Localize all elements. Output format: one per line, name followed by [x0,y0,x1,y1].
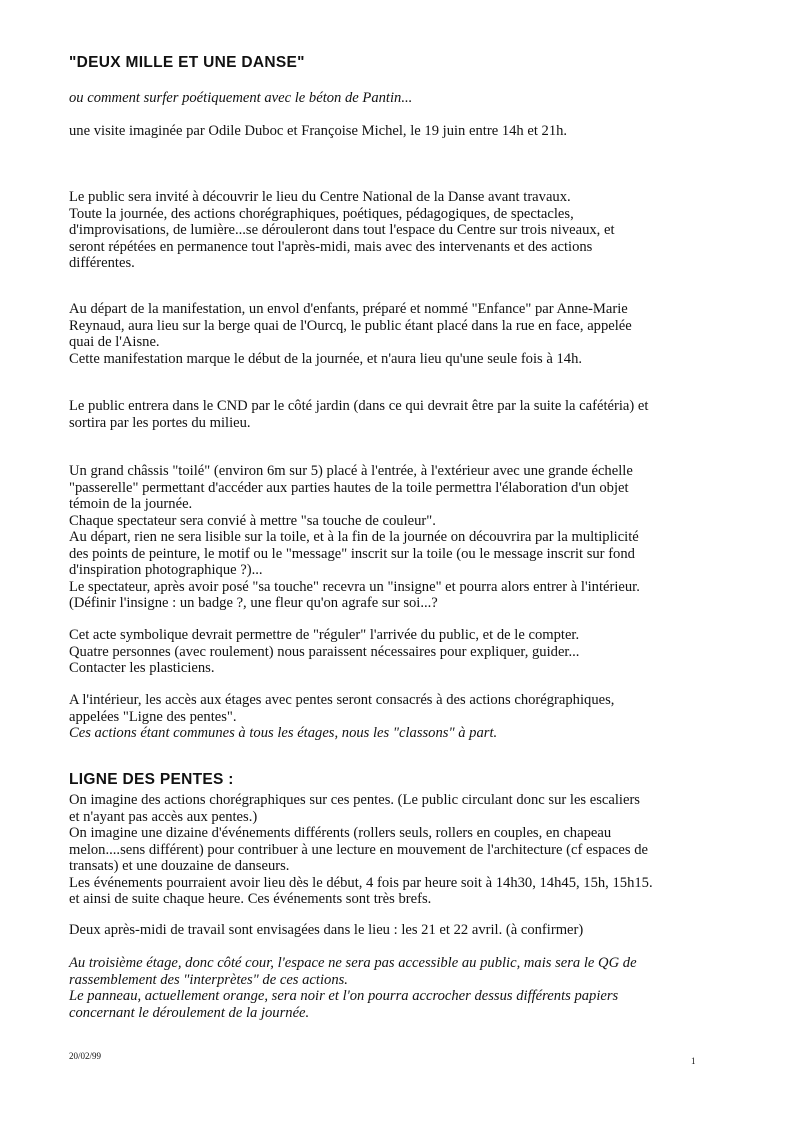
document-subtitle: ou comment surfer poétiquement avec le béton de Pantin... [69,90,413,106]
text-line: rassemblement des "interprètes" de ces actions. [69,971,348,988]
text-line: (Définir l'insigne : un badge ?, une fleur qu'on agrafe sur soi...? [69,595,438,611]
document-title: "DEUX MILLE ET UNE DANSE" [69,54,305,71]
text-line: Contacter les plasticiens. [69,660,215,676]
text-line: d'improvisations, de lumière...se dérouleront dans tout l'espace du Centre sur trois niveaux, et [69,222,615,238]
text-line: et ainsi de suite chaque heure. Ces événements sont très brefs. [69,891,432,907]
text-line: "passerelle" permettant d'accéder aux parties hautes de la toile permettra l'élaboration d'un objet [69,479,629,496]
italic-note: Ces actions étant communes à tous les étages, nous les "classons" à part. [69,725,498,741]
text-line: Quatre personnes (avec roulement) nous paraissent nécessaires pour expliquer, guider... [69,643,580,660]
text-line: d'inspiration photographique ?)... [69,562,263,578]
text-line: On imagine une dizaine d'événements différents (rollers seuls, rollers en couples, en chapeau [69,825,612,841]
text-line: sortira par les portes du milieu. [69,414,251,431]
text-line: Le public sera invité à découvrir le lieu du Centre National de la Danse avant travaux. [69,189,571,205]
paragraph-ligne-des-pentes [69,792,729,908]
text-line: Au départ de la manifestation, un envol d'enfants, préparé et nommé "Enfance" par Anne-Marie [69,301,628,317]
text-line: Un grand châssis "toilé" (environ 6m sur 5) placé à l'entrée, à l'extérieur avec une grande échelle [69,463,633,479]
paragraph-entrance [69,398,729,431]
work-sessions-line [69,922,729,939]
text-line: transats) et une douzaine de danseurs. [69,858,290,874]
text-line: appelées "Ligne des pentes". [69,708,237,725]
text-line: Le panneau, actuellement orange, sera noir et l'on pourra accrocher dessus différents papiers [69,988,619,1004]
text-line: Les événements pourraient avoir lieu dès le début, 4 fois par heure soit à 14h30, 14h45, 15h, 15h15. [69,874,653,891]
text-line: A l'intérieur, les accès aux étages avec pentes seront consacrés à des actions chorégraphiques, [69,692,615,708]
text-line: différentes. [69,255,135,271]
paragraph-symbolic-act [69,627,729,677]
footer-date: 20/02/99 [69,1051,102,1061]
text-line: On imagine des actions chorégraphiques sur ces pentes. (Le public circulant donc sur les escaliers [69,792,640,808]
text-line: concernant le déroulement de la journée. [69,1004,310,1021]
paragraph-enfance [69,301,729,367]
text-line: Chaque spectateur sera convié à mettre "sa touche de couleur". [69,512,436,529]
text-line: melon....sens différent) pour contribuer à une lecture en mouvement de l'architecture (cf espaces de [69,841,648,858]
text-line: Cette manifestation marque le début de la journée, et n'aura lieu qu'une seule fois à 14h. [69,350,583,367]
closing-italic-paragraph [69,955,729,1021]
text-line: Le spectateur, après avoir posé "sa touche" recevra un "insigne" et pourra alors entrer à l'intérieur. [69,578,640,595]
text-line: Au départ, rien ne sera lisible sur la toile, et à la fin de la journée on découvrira par la multiplicité [69,529,639,545]
text-line: quai de l'Aisne. [69,334,160,350]
paragraph-interior [69,692,729,742]
intro-line: une visite imaginée par Odile Duboc et Françoise Michel, le 19 juin entre 14h et 21h. [69,123,568,139]
paragraph-chassis [69,463,729,612]
text-line: Cet acte symbolique devrait permettre de "réguler" l'arrivée du public, et de le compter. [69,627,580,643]
paragraph-public-invite [69,189,729,272]
text-line: seront répétées en permanence tout l'après-midi, mais avec des intervenants et des actions [69,238,593,255]
text-line: Deux après-midi de travail sont envisagées dans le lieu : les 21 et 22 avril. (à confirmer) [69,922,584,938]
text-line: et n'ayant pas accès aux pentes.) [69,808,258,825]
text-line: témoin de la journée. [69,496,193,512]
text-line: Reynaud, aura lieu sur la berge quai de l'Ourcq, le public étant placé dans la rue en face, appelée [69,317,632,334]
page-number: 1 [691,1056,696,1066]
section-heading: LIGNE DES PENTES : [69,771,234,788]
text-line: Au troisième étage, donc côté cour, l'espace ne sera pas accessible au public, mais sera le QG de [69,955,637,971]
text-line: Le public entrera dans le CND par le côté jardin (dans ce qui devrait être par la suite la cafétéria) et [69,398,649,414]
text-line: Toute la journée, des actions chorégraphiques, poétiques, pédagogiques, de spectacles, [69,205,574,222]
text-line: des points de peinture, le motif ou le "message" inscrit sur la toile (ou le message inscrit sur fond [69,545,635,562]
